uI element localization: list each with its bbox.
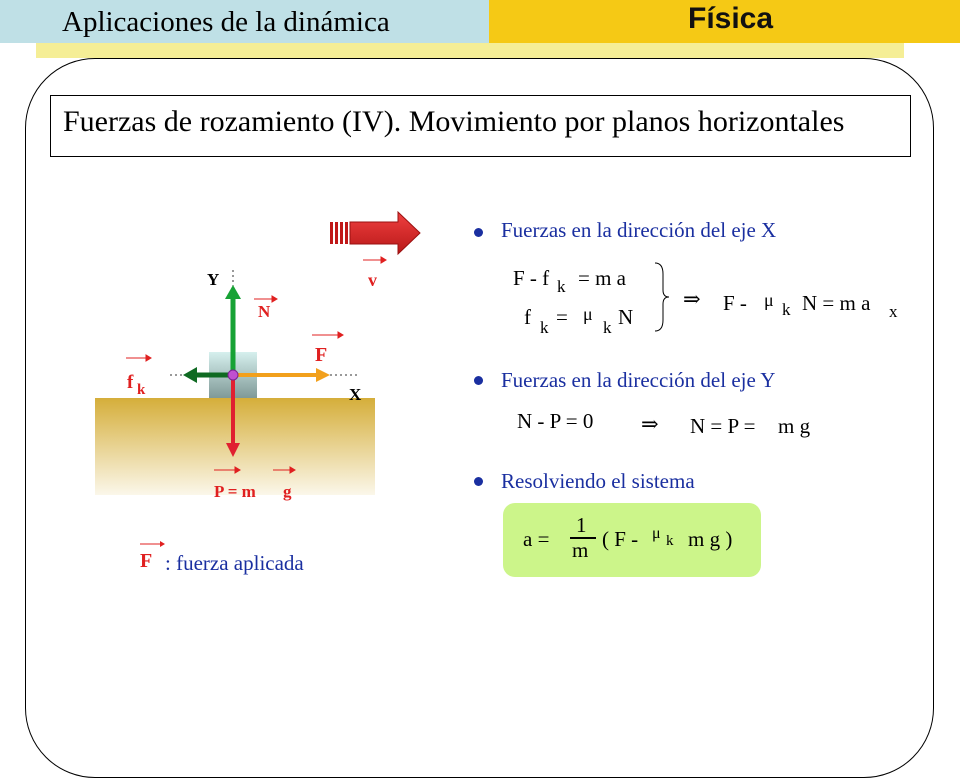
eq-x2-right: N bbox=[618, 305, 634, 329]
applied-force-label: F bbox=[315, 344, 328, 366]
implies-x: ⇒ bbox=[683, 287, 701, 311]
bullet-x bbox=[474, 228, 483, 237]
section-solve-heading: Resolviendo el sistema bbox=[501, 469, 695, 493]
legend-symbol: F bbox=[140, 550, 153, 572]
result-x-right: N = m a bbox=[802, 291, 871, 315]
formula-close: m g ) bbox=[688, 527, 733, 551]
eq-x2-sub2: k bbox=[603, 318, 612, 337]
force-diagram bbox=[90, 205, 510, 505]
eq-x2-sub1: k bbox=[540, 318, 549, 337]
result-y-right: m g bbox=[778, 414, 811, 438]
system-brace bbox=[652, 260, 672, 335]
velocity-label: v bbox=[368, 270, 377, 290]
slide-title-box bbox=[50, 95, 911, 157]
result-x-left: F - bbox=[723, 291, 747, 315]
eq-x1-right: = m a bbox=[578, 266, 626, 290]
result-x-sub: k bbox=[782, 300, 791, 319]
weight-label-g: g bbox=[283, 482, 292, 501]
bullet-y bbox=[474, 376, 483, 385]
legend-vector-mark bbox=[138, 538, 168, 550]
bullet-solve bbox=[474, 477, 483, 486]
section-y-heading: Fuerzas en la dirección del eje Y bbox=[501, 368, 776, 392]
formula-open: ( F - bbox=[602, 527, 639, 551]
formula-numerator: 1 bbox=[576, 513, 587, 537]
formula-denominator: m bbox=[572, 538, 589, 562]
header-subject-bar bbox=[489, 0, 960, 43]
slide-title: Fuerzas de rozamiento (IV). Movimiento por planos horizontales bbox=[63, 105, 845, 138]
formula-mu: μ bbox=[652, 525, 661, 542]
eq-x2-left: f bbox=[524, 305, 531, 329]
eq-x2-mu: μ bbox=[583, 304, 593, 324]
implies-y: ⇒ bbox=[641, 412, 659, 436]
header-topic-bar bbox=[0, 0, 489, 43]
header-strip bbox=[36, 43, 904, 58]
velocity-direction-arrow bbox=[330, 212, 420, 254]
axis-x-label: X bbox=[349, 385, 362, 404]
section-x-heading: Fuerzas en la dirección del eje X bbox=[501, 218, 777, 242]
formula-sub: k bbox=[666, 533, 674, 549]
friction-subscript: k bbox=[137, 382, 146, 398]
eq-x1-sub: k bbox=[557, 277, 566, 296]
formula-lhs: a = bbox=[523, 527, 550, 551]
friction-label: f bbox=[127, 372, 134, 393]
eq-x1-left: F - f bbox=[513, 266, 550, 290]
eq-y: N - P = 0 bbox=[517, 409, 594, 433]
eq-x2-equals: = bbox=[556, 305, 568, 329]
normal-label: N bbox=[258, 302, 271, 321]
header-subject: Física bbox=[688, 2, 774, 35]
weight-label: P = m bbox=[214, 482, 256, 501]
result-y-left: N = P = bbox=[690, 414, 756, 438]
result-x-sub2: x bbox=[889, 302, 898, 321]
axis-y-label: Y bbox=[207, 270, 220, 289]
origin-point bbox=[228, 370, 238, 380]
legend-text: : fuerza aplicada bbox=[165, 551, 304, 575]
result-x-mu: μ bbox=[764, 290, 774, 310]
header-title: Aplicaciones de la dinámica bbox=[62, 6, 390, 38]
